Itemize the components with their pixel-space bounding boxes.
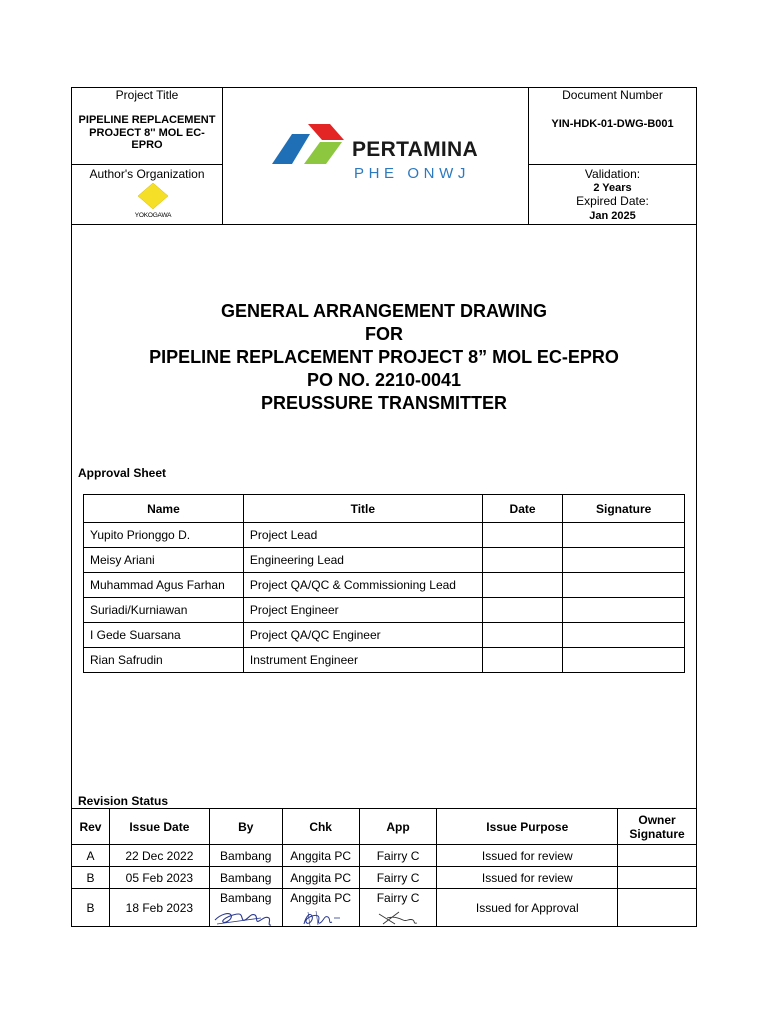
approver-title: Project Engineer (243, 598, 482, 623)
approval-header-name: Name (84, 495, 244, 523)
table-row (84, 548, 685, 573)
revision-header-row (72, 809, 697, 845)
header-divider-mid-right (528, 164, 697, 165)
table-row (84, 573, 685, 598)
revision-by: Bambang (220, 891, 272, 905)
approver-name: Meisy Ariani (84, 548, 244, 573)
revision-header-owner-signature (618, 809, 697, 845)
header-divider-mid-left (71, 164, 223, 165)
project-title-value (76, 114, 218, 152)
approval-header-row (84, 495, 685, 523)
approval-table (83, 494, 685, 673)
revision-date: 22 Dec 2022 (109, 845, 209, 867)
approval-date-cell (482, 548, 563, 573)
table-row (84, 523, 685, 548)
revision-app: Fairry C (376, 891, 420, 905)
approver-name: Suriadi/Kurniawan (84, 598, 244, 623)
table-row (72, 845, 697, 867)
header-divider-left (222, 87, 223, 224)
approval-date-cell (482, 523, 563, 548)
revision-chk: Anggita PC (290, 891, 351, 905)
approver-name: Rian Safrudin (84, 648, 244, 673)
revision-app: Fairry C (359, 845, 437, 867)
revision-rev: B (72, 867, 110, 889)
revision-chk-signed (282, 889, 359, 927)
approval-signature-cell (563, 523, 685, 548)
approver-title: Project QA/QC & Commissioning Lead (243, 573, 482, 598)
approver-name: Yupito Prionggo D. (84, 523, 244, 548)
approver-title: Instrument Engineer (243, 648, 482, 673)
approver-name: Muhammad Agus Farhan (84, 573, 244, 598)
validation-label: Validation: (584, 167, 641, 181)
approval-date-cell (482, 648, 563, 673)
approval-date-cell (482, 623, 563, 648)
revision-table (71, 808, 697, 927)
table-row (72, 889, 697, 927)
header-bottom-line (71, 224, 697, 225)
revision-header-app: App (359, 809, 437, 845)
fairry-signature (373, 906, 423, 928)
table-row (84, 623, 685, 648)
approval-sheet-label: Approval Sheet (78, 466, 167, 480)
project-title-label: Project Title (115, 88, 179, 102)
revision-purpose: Issued for review (437, 845, 618, 867)
pertamina-name: PERTAMINA (352, 138, 478, 161)
revision-header-rev: Rev (72, 809, 110, 845)
revision-by-signed (209, 889, 282, 927)
authors-org-label: Author's Organization (89, 167, 205, 181)
title-line: PO NO. 2210-0041 (306, 370, 462, 390)
revision-chk: Anggita PC (282, 845, 359, 867)
revision-rev: B (72, 889, 110, 927)
revision-owner-signature (618, 867, 697, 889)
document-number-label: Document Number (562, 88, 663, 102)
document-title (71, 300, 697, 415)
revision-header-issue-date: Issue Date (109, 809, 209, 845)
approval-signature-cell (563, 548, 685, 573)
logo-blue-shape (272, 134, 310, 164)
project-title-line: EPRO (131, 139, 163, 151)
approver-name: I Gede Suarsana (84, 623, 244, 648)
title-line: PREUSSURE TRANSMITTER (260, 393, 507, 413)
revision-status-label: Revision Status (78, 794, 169, 808)
project-title-line: PIPELINE REPLACEMENT (78, 114, 216, 126)
approver-title: Project Lead (243, 523, 482, 548)
approval-signature-cell (563, 623, 685, 648)
revision-purpose: Issued for Approval (437, 889, 618, 927)
approval-header-title: Title (243, 495, 482, 523)
approval-signature-cell (563, 598, 685, 623)
revision-chk: Anggita PC (282, 867, 359, 889)
title-line: PIPELINE REPLACEMENT PROJECT 8” MOL EC-EPRO (149, 347, 619, 367)
document-number-value: YIN-HDK-01-DWG-B001 (551, 118, 674, 130)
revision-owner-signature (618, 889, 697, 927)
approval-header-date: Date (482, 495, 563, 523)
revision-owner-signature (618, 845, 697, 867)
anggita-signature (296, 906, 346, 928)
expired-date-label: Expired Date: (576, 194, 649, 208)
yokogawa-logo (128, 182, 178, 220)
signature-wrap (285, 889, 357, 926)
approver-title: Engineering Lead (243, 548, 482, 573)
revision-by: Bambang (209, 867, 282, 889)
logo-green-shape (304, 142, 342, 164)
revision-rev: A (72, 845, 110, 867)
revision-app-signed (359, 889, 437, 927)
signature-wrap (212, 889, 280, 926)
approval-signature-cell (563, 573, 685, 598)
table-row (84, 648, 685, 673)
revision-header-chk: Chk (282, 809, 359, 845)
approval-header-signature: Signature (563, 495, 685, 523)
approval-date-cell (482, 598, 563, 623)
logo-red-shape (308, 124, 344, 140)
owner-signature-line: Owner (638, 812, 676, 827)
revision-by: Bambang (209, 845, 282, 867)
owner-signature-line: Signature (629, 826, 685, 841)
revision-purpose: Issued for review (437, 867, 618, 889)
table-row (84, 598, 685, 623)
project-title-line: PROJECT 8'' MOL EC- (89, 126, 205, 139)
validation-value: 2 Years (593, 182, 632, 194)
revision-date: 18 Feb 2023 (109, 889, 209, 927)
title-line: FOR (365, 324, 403, 344)
signature-wrap (362, 889, 435, 926)
pertamina-logo (268, 118, 504, 188)
revision-app: Fairry C (359, 867, 437, 889)
revision-date: 05 Feb 2023 (109, 867, 209, 889)
expired-date-value: Jan 2025 (589, 210, 636, 222)
approver-title: Project QA/QC Engineer (243, 623, 482, 648)
revision-header-issue-purpose: Issue Purpose (437, 809, 618, 845)
table-row (72, 867, 697, 889)
approval-signature-cell (563, 648, 685, 673)
title-line: GENERAL ARRANGEMENT DRAWING (220, 301, 547, 321)
pertamina-subtitle: PHE ONWJ (354, 165, 470, 182)
yokogawa-text: YOKOGAWA (134, 212, 172, 219)
bambang-signature (211, 906, 281, 928)
revision-header-by: By (209, 809, 282, 845)
approval-date-cell (482, 573, 563, 598)
